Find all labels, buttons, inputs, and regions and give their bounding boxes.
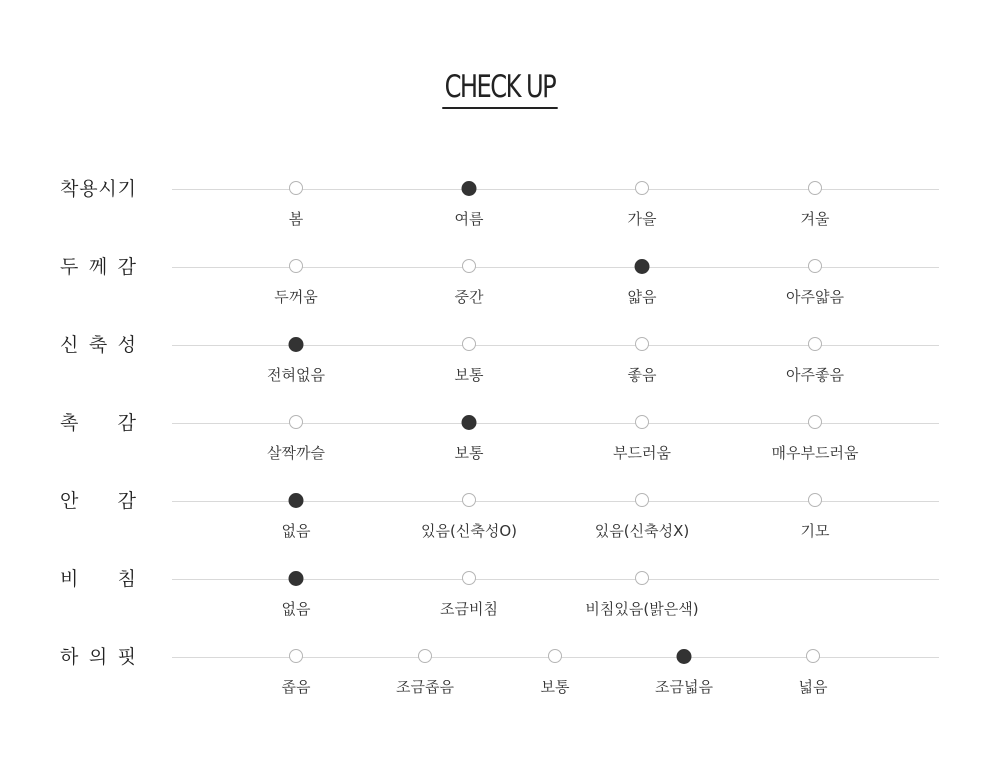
row-label-char: 촉	[60, 412, 79, 434]
row-label-char: 안	[60, 490, 79, 512]
row-label-char: 시	[98, 178, 117, 200]
option-label: 없음	[281, 600, 311, 618]
option-label: 매우부드러움	[771, 444, 859, 462]
row-label-char: 성	[117, 334, 136, 356]
row-label-char: 께	[88, 256, 108, 278]
row-track-line	[172, 501, 939, 502]
option-label: 기모	[800, 522, 830, 540]
page-title: CHECK UP	[442, 70, 557, 109]
row-label	[60, 412, 136, 434]
row-label-char: 착	[60, 178, 79, 200]
radio-dot[interactable]	[806, 649, 820, 663]
radio-dot-selected[interactable]	[462, 415, 477, 430]
radio-dot[interactable]	[635, 337, 649, 351]
radio-dot[interactable]	[635, 493, 649, 507]
option-row	[0, 568, 1000, 649]
radio-dot-selected[interactable]	[635, 259, 650, 274]
radio-dot-selected[interactable]	[289, 337, 304, 352]
row-track-line	[172, 345, 939, 346]
option-row	[0, 256, 1000, 337]
option-label: 보통	[540, 678, 570, 696]
radio-dot-selected[interactable]	[677, 649, 692, 664]
option-row	[0, 412, 1000, 493]
option-label: 없음	[281, 522, 311, 540]
option-label: 조금좁음	[396, 678, 454, 696]
row-label-char: 감	[117, 412, 136, 434]
option-label: 있음(신축성X)	[594, 522, 690, 540]
row-track-line	[172, 579, 939, 580]
row-label	[60, 568, 136, 590]
check-up-header	[0, 70, 1000, 109]
row-label	[60, 178, 136, 200]
option-label: 좁음	[281, 678, 311, 696]
row-label-char: 신	[60, 334, 79, 356]
row-label-char: 침	[117, 568, 136, 590]
radio-dot[interactable]	[462, 337, 476, 351]
option-label: 보통	[454, 444, 484, 462]
radio-dot[interactable]	[462, 259, 476, 273]
option-label: 아주좋음	[786, 366, 844, 384]
option-label: 전혀없음	[267, 366, 325, 384]
option-row	[0, 490, 1000, 571]
radio-dot-selected[interactable]	[289, 493, 304, 508]
row-label-char: 두	[60, 256, 79, 278]
row-label	[60, 646, 136, 668]
option-label: 비침있음(밝은색)	[585, 600, 699, 618]
option-label: 여름	[454, 210, 484, 228]
radio-dot[interactable]	[418, 649, 432, 663]
option-label: 아주얇음	[786, 288, 844, 306]
row-track-line	[172, 267, 939, 268]
radio-dot[interactable]	[289, 259, 303, 273]
option-label: 봄	[288, 210, 304, 228]
option-label: 좋음	[627, 366, 657, 384]
row-label-char: 감	[117, 256, 136, 278]
radio-dot[interactable]	[808, 181, 822, 195]
radio-dot[interactable]	[289, 181, 303, 195]
radio-dot[interactable]	[289, 415, 303, 429]
radio-dot[interactable]	[462, 493, 476, 507]
row-label	[60, 256, 136, 278]
option-row	[0, 646, 1000, 727]
option-row	[0, 334, 1000, 415]
radio-dot[interactable]	[808, 259, 822, 273]
option-label: 살짝까슬	[267, 444, 325, 462]
row-label-char: 축	[88, 334, 108, 356]
option-label: 조금비침	[440, 600, 498, 618]
option-label: 넓음	[798, 678, 828, 696]
row-label-char: 핏	[117, 646, 136, 668]
row-label-char: 비	[60, 568, 79, 590]
row-label-char: 의	[88, 646, 108, 668]
option-label: 얇음	[627, 288, 657, 306]
option-label: 조금넓음	[655, 678, 713, 696]
radio-dot[interactable]	[808, 337, 822, 351]
radio-dot[interactable]	[808, 493, 822, 507]
radio-dot[interactable]	[635, 415, 649, 429]
row-label-char: 감	[117, 490, 136, 512]
radio-dot[interactable]	[635, 181, 649, 195]
radio-dot[interactable]	[462, 571, 476, 585]
row-label-char: 기	[117, 178, 136, 200]
radio-dot[interactable]	[635, 571, 649, 585]
radio-dot-selected[interactable]	[289, 571, 304, 586]
row-track-line	[172, 189, 939, 190]
radio-dot-selected[interactable]	[462, 181, 477, 196]
option-label: 가을	[627, 210, 657, 228]
radio-dot[interactable]	[548, 649, 562, 663]
row-label	[60, 490, 136, 512]
option-label: 중간	[454, 288, 484, 306]
option-label: 있음(신축성O)	[421, 522, 517, 540]
radio-dot[interactable]	[808, 415, 822, 429]
option-label: 두꺼움	[274, 288, 318, 306]
option-label: 겨울	[800, 210, 830, 228]
row-label-char: 하	[60, 646, 79, 668]
row-track-line	[172, 423, 939, 424]
option-label: 보통	[454, 366, 484, 384]
row-label	[60, 334, 136, 356]
option-row	[0, 178, 1000, 259]
radio-dot[interactable]	[289, 649, 303, 663]
option-label: 부드러움	[613, 444, 671, 462]
row-label-char: 용	[79, 178, 98, 200]
